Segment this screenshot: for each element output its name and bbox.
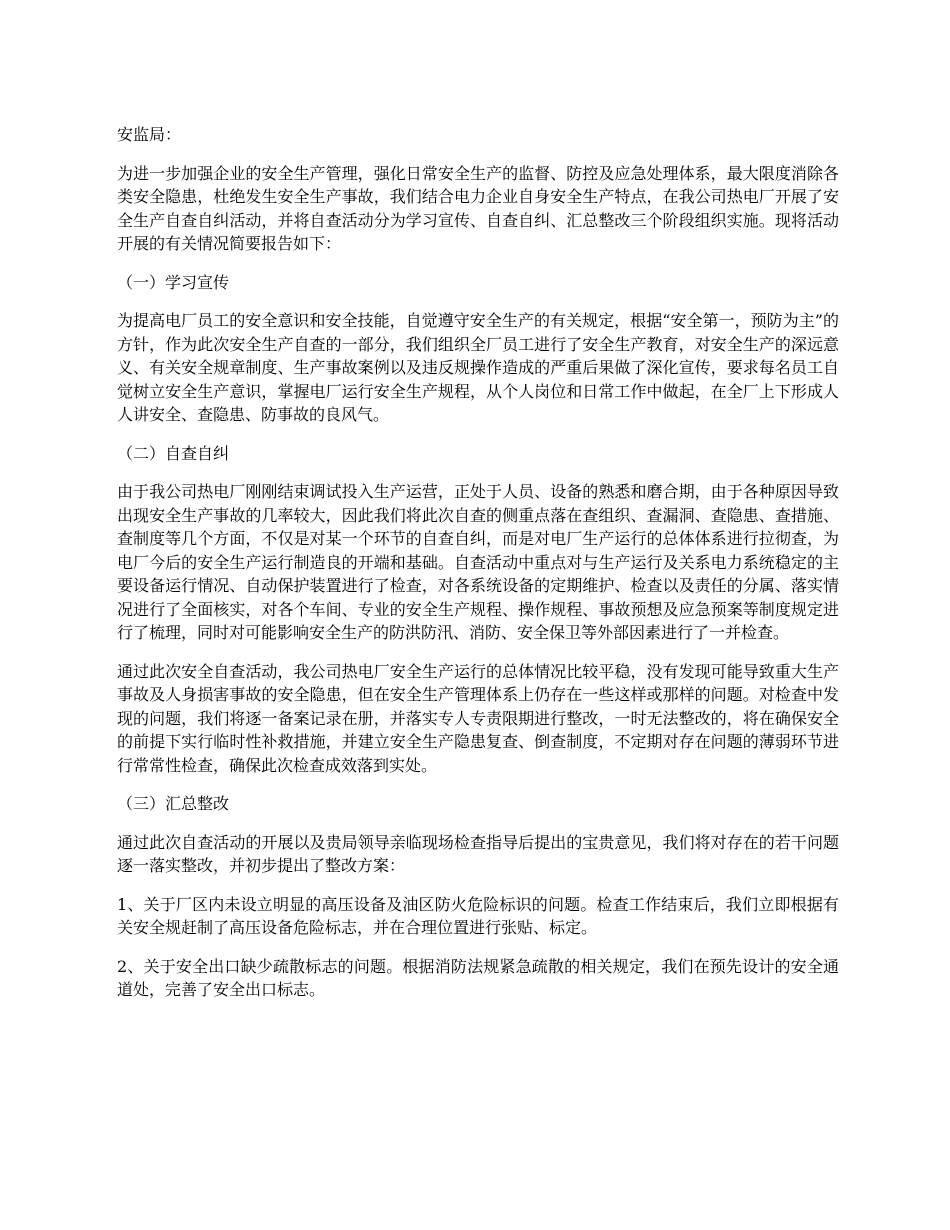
section-study-paragraph: 为提高电厂员工的安全意识和安全技能，自觉遵守安全生产的有关规定，根据“安全第一，预防为主”的方针，作为此次安全生产自查的一部分，我们组织全厂员工进行了安全生产教育，对安全生产的深远意义、有关安全规章制度、生产事故案例以及违反规操作造成的严重后果做了深化宣传，要求每名员工自觉树立安全生产意识，掌握电厂运行安全生产规程，从个人岗位和日常工作中做起，在全厂上下形成人人讲安全、查隐患、防事故的良风气。 — [117, 311, 839, 424]
section-rectification-paragraph: 通过此次自查活动的开展以及贵局领导亲临现场检查指导后提出的宝贵意见，我们将对存在的若干问题逐一落实整改，并初步提出了整改方案： — [117, 832, 839, 875]
intro-paragraph: 为进一步加强企业的安全生产管理，强化日常安全生产的监督、防控及应急处理体系，最大限度消除各类安全隐患，杜绝发生安全生产事故，我们结合电力企业自身安全生产特点，在我公司热电厂开展了安全生产自查自纠活动，并将自查活动分为学习宣传、自查自纠、汇总整改三个阶段组织实施。现将活动开展的有关情况简要报告如下： — [117, 163, 839, 253]
section-self-check-paragraph-2: 通过此次安全自查活动，我公司热电厂安全生产运行的总体情况比较平稳，没有发现可能导致重大生产事故及人身损害事故的安全隐患，但在安全生产管理体系上仍存在一些这样或那样的问题。对检查中发现的问题，我们将逐一备案记录在册，并落实专人专责限期进行整改，一时无法整改的，将在确保安全的前提下实行临时性补救措施，并建立安全生产隐患复查、倒查制度，不定期对存在问题的薄弱环节进行常常性检查，确保此次检查成效落到实处。 — [117, 661, 839, 775]
section-heading-self-check: （二）自查自纠 — [117, 443, 230, 463]
rectification-item-1: 1、关于厂区内未设立明显的高压设备及油区防火危险标识的问题。检查工作结束后，我们立即根据有关安全规赶制了高压设备危险标志，并在合理位置进行张贴、标定。 — [117, 894, 839, 937]
document-body — [117, 123, 839, 1017]
rectification-item-2: 2、关于安全出口缺少疏散标志的问题。根据消防法规紧急疏散的相关规定，我们在预先设计的安全通道处，完善了安全出口标志。 — [117, 956, 839, 999]
section-heading-rectification: （三）汇总整改 — [117, 794, 230, 813]
section-self-check-paragraph-1: 由于我公司热电厂刚刚结束调试投入生产运营，正处于人员、设备的熟悉和磨合期，由于各种原因导致出现安全生产事故的几率较大，因此我们将此次自查的侧重点落在查组织、查漏洞、查隐患、查措施、查制度等几个方面，不仅是对某一个环节的自查自纠，而是对电厂生产运行的总体体系进行拉彻查，为电厂今后的安全生产运行制造良的开端和基础。自查活动中重点对与生产运行及关系电力系统稳定的主要设备运行情况、自动保护装置进行了检查，对各系统设备的定期维护、检查以及责任的分属、落实情况进行了全面核实，对各个车间、专业的安全生产规程、操作规程、事故预想及应急预案等制度规定进行了梳理，同时对可能影响安全生产的防洪防汛、消防、安全保卫等外部因素进行了一并检查。 — [117, 482, 839, 642]
salutation: 安监局： — [117, 125, 182, 144]
section-heading-study: （一）学习宣传 — [117, 272, 230, 292]
